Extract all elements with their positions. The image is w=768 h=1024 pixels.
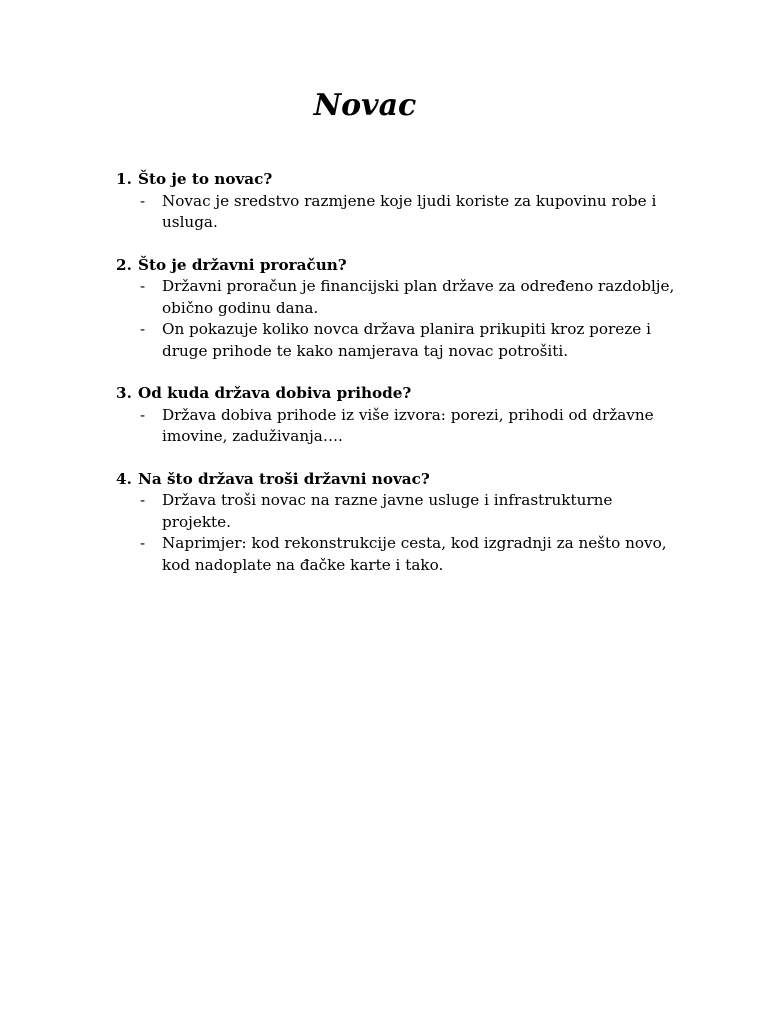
question-1 — [116, 169, 686, 191]
answer-list — [116, 191, 686, 234]
question-text: Od kuda država dobiva prihode? — [138, 384, 412, 402]
question-2 — [116, 255, 686, 277]
section-4 — [116, 469, 686, 577]
dash-bullet: - — [140, 405, 146, 424]
dash-bullet: - — [140, 191, 146, 210]
question-3 — [116, 383, 686, 405]
answer-text: Država dobiva prihode iz više izvora: porezi, prihodi od državne imovine, zaduživanja…. — [162, 405, 654, 445]
answer-list — [116, 405, 686, 448]
answer-item — [140, 405, 686, 448]
answer-list — [116, 276, 686, 362]
question-4 — [116, 469, 686, 491]
document-content — [116, 169, 686, 597]
question-text: Što je državni proračun? — [138, 255, 347, 274]
dash-bullet: - — [140, 534, 146, 552]
answer-item — [140, 533, 686, 576]
question-number: 4. — [116, 469, 132, 488]
answer-item — [140, 191, 686, 234]
answer-text: On pokazuje koliko novca država planira prikupiti kroz poreze i druge prihode te kako namjerava taj novac potrošiti. — [162, 320, 651, 360]
answer-item — [140, 319, 686, 362]
answer-item — [140, 276, 686, 319]
answer-item — [140, 490, 686, 533]
answer-text: Novac je sredstvo razmjene koje ljudi koriste za kupovinu robe i usluga. — [162, 191, 657, 231]
answer-text: Državni proračun je financijski plan države za određeno razdoblje, obično godinu dana. — [162, 277, 675, 317]
question-text: Na što država troši državni novac? — [138, 469, 430, 488]
section-1 — [116, 169, 686, 234]
section-2 — [116, 255, 686, 363]
question-number: 1. — [116, 170, 132, 188]
dash-bullet: - — [140, 320, 146, 338]
question-number: 2. — [116, 255, 132, 274]
document-title: Novac — [313, 88, 417, 123]
dash-bullet: - — [140, 491, 146, 509]
answer-text: Država troši novac na razne javne usluge i infrastrukturne projekte. — [162, 491, 613, 531]
answer-list — [116, 490, 686, 576]
section-3 — [116, 383, 686, 448]
dash-bullet: - — [140, 277, 146, 295]
answer-text: Naprimjer: kod rekonstrukcije cesta, kod izgradnji za nešto novo, kod nadoplate na đačke karte i tako. — [162, 534, 667, 574]
question-text: Što je to novac? — [138, 170, 273, 188]
question-number: 3. — [116, 384, 132, 402]
